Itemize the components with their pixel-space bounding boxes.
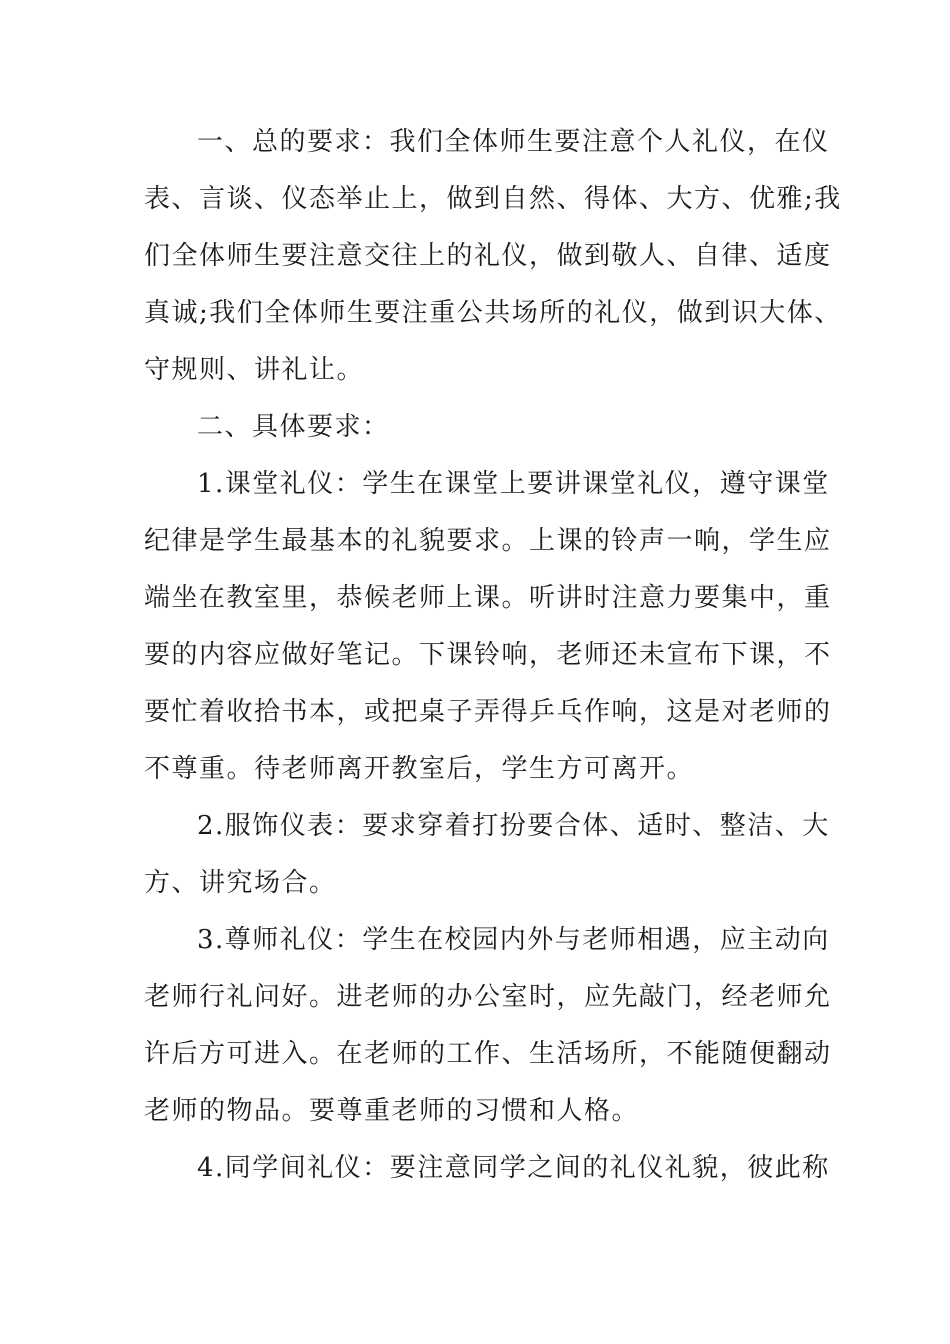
line-17: 许后方可进入。在老师的工作、生活场所，不能随便翻动 bbox=[144, 1039, 832, 1069]
line-9: 端坐在教室里，恭候老师上课。听讲时注意力要集中，重 bbox=[144, 583, 832, 613]
line-16: 老师行礼问好。进老师的办公室时，应先敲门，经老师允 bbox=[144, 982, 832, 1012]
line-1: 一、总的要求：我们全体师生要注意个人礼仪，在仪 bbox=[197, 127, 830, 157]
line-4: 真诚;我们全体师生要注重公共场所的礼仪，做到识大体、 bbox=[144, 298, 842, 328]
line-11: 要忙着收拾书本，或把桌子弄得乒乓作响，这是对老师的 bbox=[144, 697, 832, 727]
line-12: 不尊重。待老师离开教室后，学生方可离开。 bbox=[144, 754, 695, 784]
line-13: 2.服饰仪表：要求穿着打扮要合体、适时、整洁、大 bbox=[197, 811, 830, 841]
line-18: 老师的物品。要尊重老师的习惯和人格。 bbox=[144, 1096, 640, 1126]
line-5: 守规则、讲礼让。 bbox=[144, 355, 365, 385]
line-15: 3.尊师礼仪：学生在校园内外与老师相遇，应主动向 bbox=[197, 925, 830, 955]
line-19: 4.同学间礼仪：要注意同学之间的礼仪礼貌，彼此称 bbox=[197, 1153, 830, 1183]
line-14: 方、讲究场合。 bbox=[144, 868, 337, 898]
document-body bbox=[144, 114, 842, 1197]
line-7: 1.课堂礼仪：学生在课堂上要讲课堂礼仪，遵守课堂 bbox=[197, 469, 830, 499]
line-10: 要的内容应做好笔记。下课铃响，老师还未宣布下课，不 bbox=[144, 640, 832, 670]
line-3: 们全体师生要注意交往上的礼仪，做到敬人、自律、适度 bbox=[144, 241, 832, 271]
line-2: 表、言谈、仪态举止上，做到自然、得体、大方、优雅;我 bbox=[144, 184, 842, 214]
line-6: 二、具体要求： bbox=[197, 412, 390, 442]
line-8: 纪律是学生最基本的礼貌要求。上课的铃声一响，学生应 bbox=[144, 526, 832, 556]
